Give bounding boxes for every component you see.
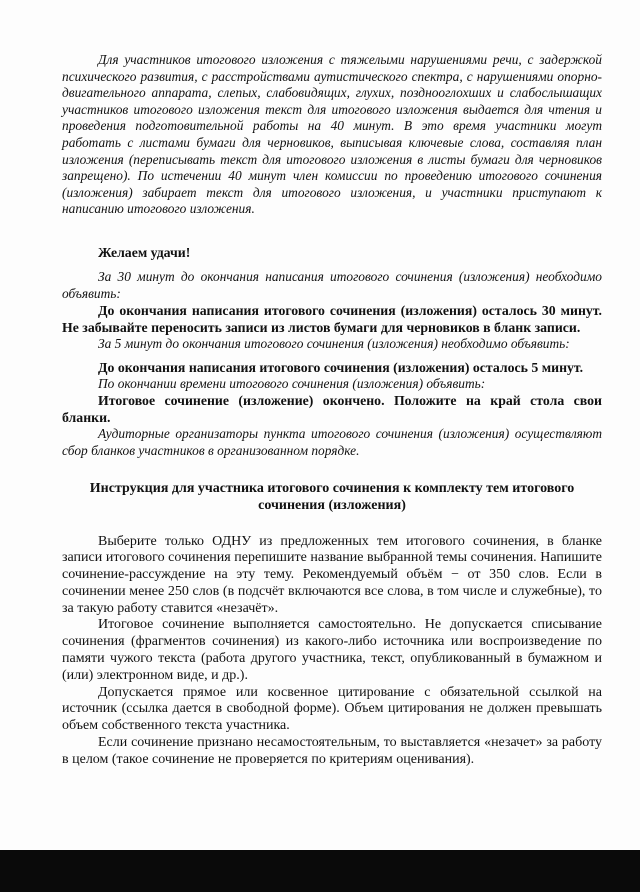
- instruction-paragraph-3: Допускается прямое или косвенное цитирование с обязательной ссылкой на источник (ссылка дается в свободной форме). Объем цитирования не должен превышать объем собственного текста участника.: [62, 684, 602, 734]
- document-content: [62, 52, 602, 769]
- instruction-heading: Инструкция для участника итогового сочинения к комплекту тем итогового сочинения (изложения): [89, 480, 575, 513]
- note-end-time: По окончании времени итогового сочинения (изложения) объявить:: [98, 375, 486, 391]
- instruction-paragraph-2: Итоговое сочинение выполняется самостоятельно. Не допускается списывание сочинения (фрагментов сочинения) из какого-либо источника или воспроизведение по памяти чужого текста (работа другого участника, текст, опубликованный в бумажном и (или) электронном виде, и др.).: [62, 617, 602, 683]
- note-30-minutes: За 30 минут до окончания написания итогового сочинения (изложения) необходимо объявить:: [62, 268, 602, 301]
- instruction-paragraph-1: Выберите только ОДНУ из предложенных тем итогового сочинения, в бланке записи итогового сочинения перепишите название выбранной темы сочинения. Напишите сочинение-рассуждение на эту тему. Рекомендуемый объём − от 350 слов. Если в сочинении менее 250 слов (в подсчёт включаются все слова, в том числе и служебные), то за такую работу ставится «незачёт».: [62, 533, 602, 616]
- organizers-note: Аудиторные организаторы пункта итогового сочинения (изложения) осуществляют сбор бланков участников в организованном порядке.: [62, 426, 602, 458]
- announcement-30-minutes: До окончания написания итогового сочинения (изложения) осталось 30 минут. Не забывайте переносить записи из листов бумаги для черновиков в бланк записи.: [62, 303, 602, 336]
- intro-paragraph: Для участников итогового изложения с тяжелыми нарушениями речи, с задержкой психического развития, с расстройствами аутистического спектра, с нарушениями опорно-двигательного аппарата, слепых, слабовидящих, глухих, позднооглохших и слабослышащих участников итогового изложения текст для итогового изложения выдается для чтения и проведения подготовительной работы на 40 минут. В это время участники могут работать с листами бумаги для черновиков, выписывая ключевые слова, составляя план изложения (переписывать текст для итогового изложения в листы бумаги для черновиков запрещено). По истечении 40 минут член комиссии по проведению итогового сочинения (изложения) забирает текст для итогового изложения, и участники приступают к написанию итогового изложения.: [62, 52, 602, 217]
- announcement-5-minutes: До окончания написания итогового сочинения (изложения) осталось 5 минут.: [98, 359, 584, 375]
- scan-bottom-border: [0, 850, 640, 892]
- good-luck-text: Желаем удачи!: [98, 244, 191, 260]
- instruction-paragraph-4: Если сочинение признано несамостоятельным, то выставляется «незачет» за работу в целом (такое сочинение не проверяется по критериям оценивания).: [62, 735, 602, 767]
- note-5-minutes: За 5 минут до окончания итогового сочинения (изложения) необходимо объявить:: [98, 336, 570, 352]
- announcement-end: Итоговое сочинение (изложение) окончено. Положите на край стола свои бланки.: [62, 393, 602, 426]
